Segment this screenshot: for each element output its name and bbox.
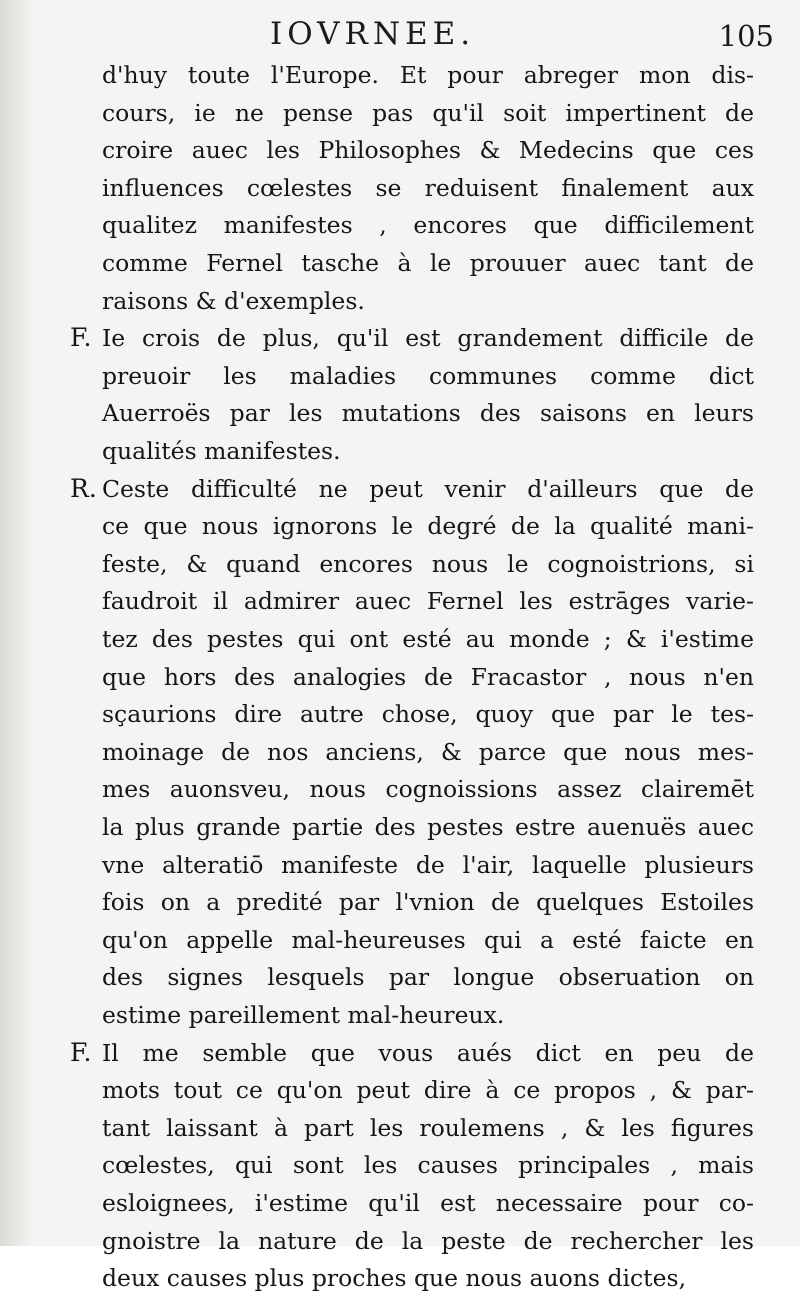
text-line: croire auec les Philosophes & Medecins que ces [102, 136, 754, 165]
text-line: Ceste difficulté ne peut venir d'ailleurs que de [102, 474, 754, 503]
text-line: feste, & quand encores nous le cognoistrions, si [102, 549, 754, 578]
text-line: influences cœlestes se reduisent finalement aux [102, 173, 754, 202]
text-line: tez des pestes qui ont esté au monde ; & i'estime [102, 625, 754, 653]
speaker-label: F. [70, 1037, 92, 1067]
speaker-label: R. [70, 473, 97, 503]
text-line: cœlestes, qui sont les causes principales , mais [102, 1151, 754, 1180]
text-line: la plus grande partie des pestes estre auenuës auec [102, 813, 754, 841]
text-line: que hors des analogies de Fracastor , nous n'en [102, 662, 754, 691]
text-line: moinage de nos anciens, & parce que nous mes- [102, 737, 754, 766]
page-header [0, 14, 800, 54]
text-line: faudroit il admirer auec Fernel les estrāges varie- [102, 587, 754, 616]
text-line: comme Fernel tasche à le prouuer auec tant de [102, 249, 754, 277]
text-line: d'huy toute l'Europe. Et pour abreger mon dis- [102, 61, 754, 89]
text-line: tant laissant à part les roulemens , & les figures [102, 1113, 754, 1142]
text-line: preuoir les maladies communes comme dict [102, 361, 754, 390]
running-title: IOVRNEE. [270, 16, 476, 52]
text-line: cours, ie ne pense pas qu'il soit impertinent de [102, 98, 754, 127]
text-line: esloignees, i'estime qu'il est necessaire pour co- [102, 1189, 754, 1217]
text-line: qu'on appelle mal-heureuses qui a esté faicte en [102, 925, 754, 954]
text-line: fois on a predité par l'vnion de quelques Estoiles [102, 888, 754, 917]
text-line: Il me semble que vous aués dict en peu de [102, 1038, 754, 1067]
text-line: ce que nous ignorons le degré de la qualité mani- [102, 512, 754, 541]
text-line: gnoistre la nature de la peste de rechercher les [102, 1226, 754, 1255]
page-number: 105 [718, 19, 774, 53]
text-line: qualitez manifestes , encores que difficilement [102, 211, 754, 240]
text-line: sçaurions dire autre chose, quoy que par le tes- [102, 700, 754, 729]
text-line: qualités manifestes. [102, 437, 341, 465]
text-line: Auerroës par les mutations des saisons en leurs [102, 399, 754, 428]
text-line: deux causes plus proches que nous auons dictes, [102, 1264, 687, 1293]
text-line: mes auonsveu, nous cognoissions assez clairemēt [102, 775, 754, 804]
text-line: vne alteratiō manifeste de l'air, laquelle plusieurs [102, 850, 754, 879]
speaker-label: F. [70, 323, 92, 353]
page-edge-shadow [0, 0, 34, 1246]
text-line: mots tout ce qu'on peut dire à ce propos , & par- [102, 1076, 754, 1105]
text-line: raisons & d'exemples. [102, 286, 365, 315]
text-line: Ie crois de plus, qu'il est grandement difficile de [102, 324, 754, 353]
text-line: des signes lesquels par longue obseruation on [102, 963, 754, 992]
text-line: estime pareillement mal-heureux. [102, 1001, 505, 1029]
